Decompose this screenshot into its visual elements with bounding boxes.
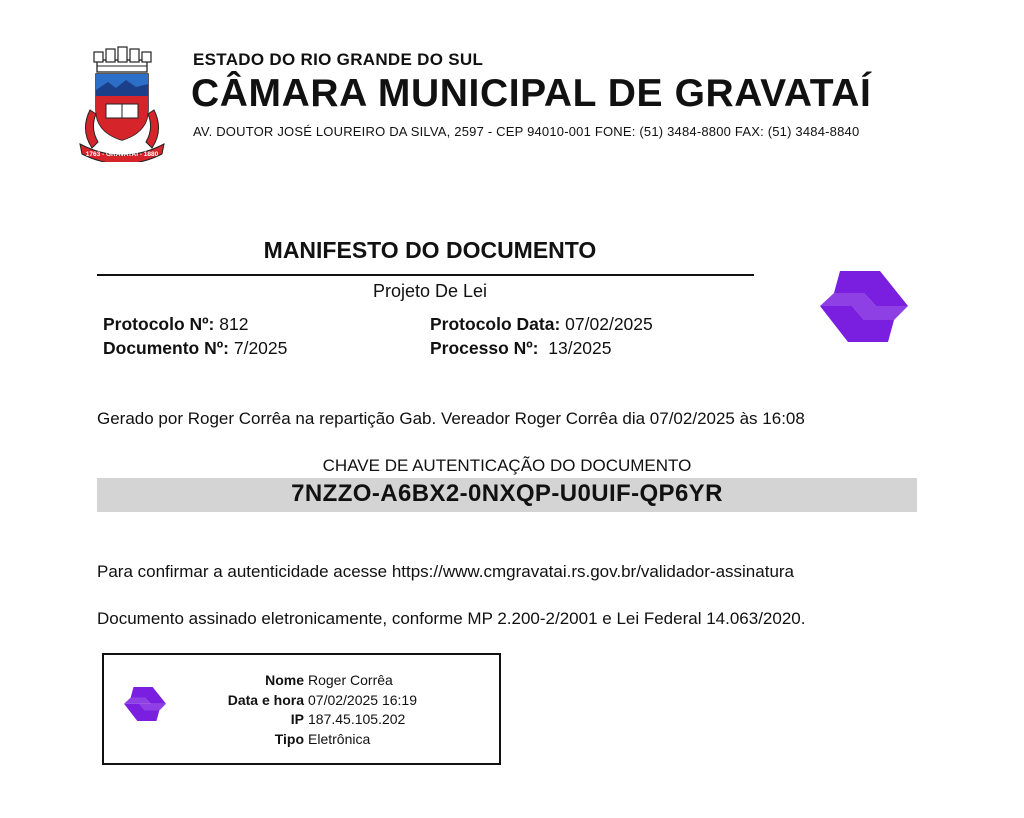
signature-tipo-row <box>170 731 490 747</box>
crest-ribbon-text: 1763 - GRAVATAÍ - 1880 <box>85 151 159 158</box>
header-title: CÂMARA MUNICIPAL DE GRAVATAÍ <box>191 72 872 115</box>
protocolo-field <box>103 314 248 335</box>
signature-logo-icon <box>124 687 166 721</box>
municipal-coat-of-arms-icon <box>76 44 168 162</box>
auth-key-label: CHAVE DE AUTENTICAÇÃO DO DOCUMENTO <box>322 456 692 475</box>
documento-label: Documento Nº: <box>103 338 229 358</box>
processo-value: 13/2025 <box>538 338 612 358</box>
protocolo-value: 812 <box>214 314 249 334</box>
processo-field <box>430 338 612 359</box>
tipo-label: Tipo <box>274 731 304 747</box>
document-type: Projeto De Lei <box>372 281 488 301</box>
tipo-value: Eletrônica <box>308 731 371 747</box>
documento-field <box>103 338 287 359</box>
header-state: ESTADO DO RIO GRANDE DO SUL <box>193 50 484 69</box>
nome-label: Nome <box>265 672 304 688</box>
nome-value: Roger Corrêa <box>308 672 393 688</box>
header-address: AV. DOUTOR JOSÉ LOUREIRO DA SILVA, 2597 - CEP 94010-001 FONE: (51) 3484-8800 FAX: (51) 3484-8840 <box>193 124 860 139</box>
documento-value: 7/2025 <box>228 338 288 358</box>
generated-by-text: Gerado por Roger Corrêa na repartição Gab. Vereador Roger Corrêa dia 07/02/2025 às 16:08 <box>97 409 805 428</box>
ip-label: IP <box>290 711 304 727</box>
protocolo-data-field <box>430 314 653 335</box>
signature-system-logo-icon <box>820 271 908 342</box>
signature-nome-row <box>170 672 490 688</box>
manifest-divider <box>97 274 754 276</box>
protocolo-label: Protocolo Nº: <box>103 314 215 334</box>
processo-label: Processo Nº: <box>430 338 539 358</box>
signature-data-row <box>170 692 490 708</box>
confirm-text: Para confirmar a autenticidade acesse https://www.cmgravatai.rs.gov.br/validador-assinatura <box>97 562 795 581</box>
protocolo-data-value: 07/02/2025 <box>560 314 653 334</box>
data-hora-label: Data e hora <box>227 692 304 708</box>
ip-value: 187.45.105.202 <box>308 711 406 727</box>
signed-text: Documento assinado eletronicamente, conforme MP 2.200-2/2001 e Lei Federal 14.063/2020. <box>97 609 806 628</box>
manifest-title: MANIFESTO DO DOCUMENTO <box>263 237 597 263</box>
data-hora-value: 07/02/2025 16:19 <box>308 692 417 708</box>
protocolo-data-label: Protocolo Data: <box>430 314 561 334</box>
auth-key-value: 7NZZO-A6BX2-0NXQP-U0UIF-QP6YR <box>291 480 723 507</box>
signature-ip-row <box>170 711 490 727</box>
